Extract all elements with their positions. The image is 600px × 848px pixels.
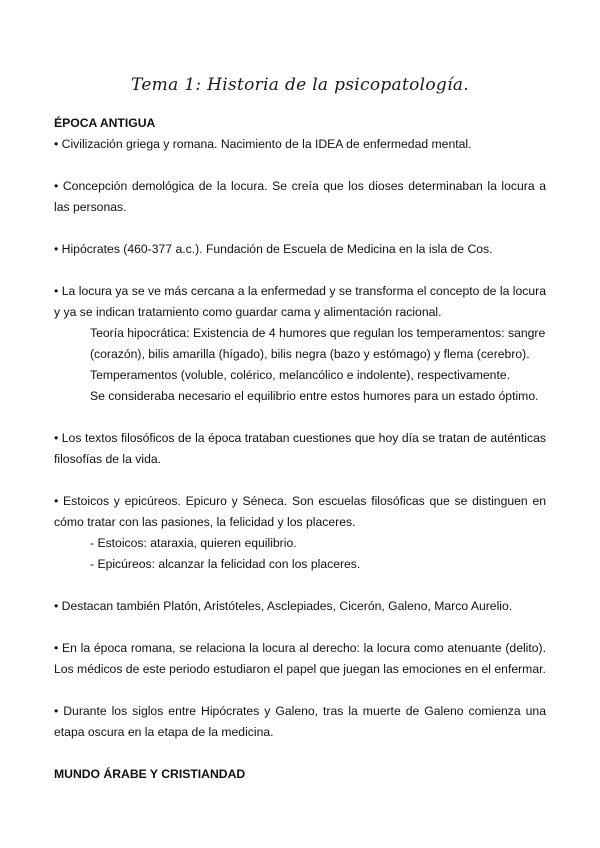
list-item-estoicos: - Estoicos: ataraxia, quieren equilibrio. <box>90 536 297 550</box>
list-item-epicureos: - Epicúreos: alcanzar la felicidad con los placeres. <box>90 557 361 571</box>
paragraph-equilibrio-humores: Se consideraba necesario el equilibrio entre estos humores para un estado óptimo. <box>90 389 539 403</box>
document-body <box>54 113 546 785</box>
paragraph-locura-enfermedad: • La locura ya se ve más cercana a la enfermedad y se transforma el concepto de la locura y ya se indican tratamiento como guardar cama y alimentación racional. <box>54 284 546 319</box>
paragraph-concepcion-demologica: • Concepción demológica de la locura. Se creía que los dioses determinaban la locura a las personas. <box>54 179 546 214</box>
section-heading-epoca-antigua: ÉPOCA ANTIGUA <box>54 116 156 130</box>
spacer <box>54 407 546 428</box>
paragraph-textos-filosoficos: • Los textos filosóficos de la época trataban cuestiones que hoy día se tratan de auténticas filosofías de la vida. <box>54 431 546 466</box>
section-heading-mundo-arabe: MUNDO ÁRABE Y CRISTIANDAD <box>54 767 246 781</box>
spacer <box>54 218 546 239</box>
spacer <box>54 743 546 764</box>
spacer <box>54 617 546 638</box>
spacer <box>54 260 546 281</box>
paragraph-destacan: • Destacan también Platón, Aristóteles, Asclepiades, Cicerón, Galeno, Marco Aurelio. <box>54 599 513 613</box>
paragraph-epoca-romana: • En la época romana, se relaciona la locura al derecho: la locura como atenuante (delito). Los médicos de este periodo estudiaron el papel que juegan las emociones en el enfermar. <box>54 641 546 676</box>
spacer <box>54 680 546 701</box>
page-title: Tema 1: Historia de la psicopatología. <box>131 75 469 95</box>
paragraph-hipocrates-galeno: • Durante los siglos entre Hipócrates y Galeno, tras la muerte de Galeno comienza una etapa oscura en la etapa de la medicina. <box>54 704 546 739</box>
spacer <box>54 470 546 491</box>
spacer <box>54 575 546 596</box>
spacer <box>54 155 546 176</box>
paragraph-civilizacion: • Civilización griega y romana. Nacimiento de la IDEA de enfermedad mental. <box>54 137 472 151</box>
paragraph-hipocrates: • Hipócrates (460-377 a.c.). Fundación de Escuela de Medicina en la isla de Cos. <box>54 242 493 256</box>
paragraph-teoria-hipocratica: Teoría hipocrática: Existencia de 4 humores que regulan los temperamentos: sangre (corazón), bilis amarilla (hígado), bilis negra (bazo y estómago) y flema (cerebro). Temperamentos (voluble, colérico, melancólico e indolente), respectivamente. <box>90 326 546 382</box>
paragraph-estoicos-epicureos: • Estoicos y epicúreos. Epicuro y Séneca. Son escuelas filosóficas que se distinguen en cómo tratar con las pasiones, la felicidad y los placeres. <box>54 494 546 529</box>
